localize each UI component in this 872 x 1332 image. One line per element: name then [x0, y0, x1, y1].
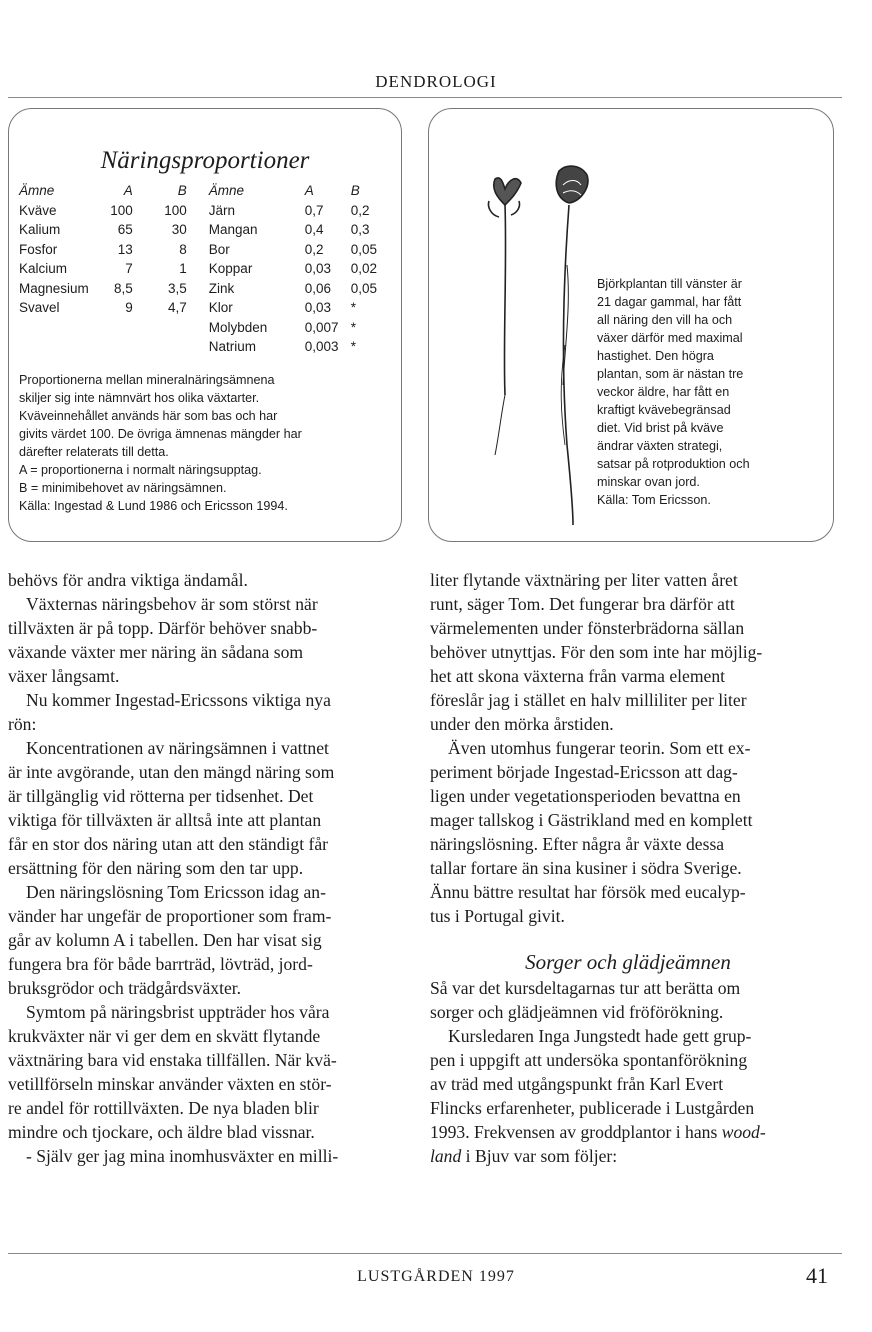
caption-line: veckor äldre, har fått en	[597, 385, 730, 399]
text-fragment: i Bjuv var som följer:	[461, 1146, 618, 1166]
text-line: tallar fortare än sina kusiner i södra Sverige.	[430, 858, 742, 878]
table-row	[19, 240, 391, 260]
col-header: B	[177, 183, 187, 199]
text-line: ersättning för den näring som den tar upp.	[8, 858, 304, 878]
table-cell: 8,5	[114, 280, 133, 296]
text-line: går av kolumn A i tabellen. Den har visat sig	[8, 930, 322, 950]
table-cell: Mangan	[208, 222, 258, 238]
col-header: A	[304, 183, 314, 199]
table-cell: 65	[117, 222, 133, 238]
table-cell: Bor	[208, 241, 230, 257]
table-cell: 0,02	[350, 261, 378, 277]
nutrient-table-box	[8, 108, 402, 542]
table-cell: 8	[179, 241, 187, 257]
table-cell	[133, 318, 187, 338]
italic-term: wood-	[721, 1122, 766, 1142]
table-cell: 3,5	[168, 280, 187, 296]
text-line: Flincks erfarenheter, publicerade i Lustgården	[430, 1098, 755, 1118]
table-cell: 0,007	[304, 319, 339, 335]
text-line: är inte avgörande, utan den mängd näring som	[8, 762, 335, 782]
table-row	[19, 298, 391, 318]
table-cell: 9	[125, 300, 133, 316]
text-line: pen i uppgift att undersöka spontanförökning	[430, 1050, 748, 1070]
text-line: re andel för rottillväxten. De nya bladen blir	[8, 1098, 319, 1118]
table-cell: Kalcium	[19, 261, 68, 277]
table-cell	[89, 318, 133, 338]
table-note	[19, 371, 389, 515]
table-cell	[19, 318, 89, 338]
caption-line: diet. Vid brist på kväve	[597, 421, 724, 435]
text-line: växande växter mer näring än sådana som	[8, 642, 304, 662]
note-line: givits värdet 100. De övriga ämnenas mängder har	[19, 427, 302, 441]
note-line: Proportionerna mellan mineralnäringsämnena	[19, 373, 275, 387]
table-cell: 13	[117, 241, 133, 257]
note-line: skiljer sig inte nämnvärt hos olika växtarter.	[19, 391, 260, 405]
right-text-column	[430, 568, 826, 1168]
table-cell: 7	[125, 261, 133, 277]
text-line: liter flytande växtnäring per liter vatten året	[430, 570, 738, 590]
table-row	[19, 220, 391, 240]
caption-line: kraftigt kvävebegränsad	[597, 403, 731, 417]
table-cell: 0,06	[304, 280, 332, 296]
table-cell: Natrium	[208, 339, 257, 355]
table-cell: 4,7	[168, 300, 187, 316]
birch-photo-box	[428, 108, 834, 542]
text-line: krukväxter när vi ger dem en skvätt flytande	[8, 1026, 321, 1046]
caption-line: hastighet. Den högra	[597, 349, 714, 363]
caption-line: plantan, som är nästan tre	[597, 367, 744, 381]
text-line: vetillförseln minskar använder växten en stör-	[8, 1074, 332, 1094]
nutrient-table	[19, 181, 391, 357]
footer-rule	[8, 1253, 842, 1254]
table-cell: Klor	[208, 300, 233, 316]
table-cell: Svavel	[19, 300, 60, 316]
caption-line: växer därför med maximal	[597, 331, 743, 345]
text-line: växer långsamt.	[8, 666, 120, 686]
note-line: Källa: Ingestad & Lund 1986 och Ericsson 1994.	[19, 499, 288, 513]
photo-caption	[597, 275, 823, 509]
text-line: bruksgrödor och trädgårdsväxter.	[8, 978, 242, 998]
text-line: runt, säger Tom. Det fungerar bra därför att	[430, 594, 735, 614]
journal-footer: LUSTGÅRDEN 1997	[357, 1268, 515, 1285]
text-line: ligen under vegetationsperioden bevattna en	[430, 786, 741, 806]
caption-line: satsar på rotproduktion och	[597, 457, 750, 471]
table-cell: 0,05	[350, 241, 378, 257]
table-cell: Molybden	[208, 319, 268, 335]
table-cell	[133, 337, 187, 357]
table-header-row	[19, 181, 391, 201]
text-line: tillväxten är på topp. Därför behöver snabb-	[8, 618, 318, 638]
text-line	[430, 1120, 826, 1144]
table-row	[19, 259, 391, 279]
table-cell: Magnesium	[19, 280, 89, 296]
table-cell	[19, 337, 89, 357]
text-line: Även utomhus fungerar teorin. Som ett ex-	[448, 738, 751, 758]
table-row	[19, 201, 391, 221]
text-line	[430, 1144, 826, 1168]
text-line: viktiga för tillväxten är alltså inte att plantan	[8, 810, 322, 830]
table-row	[19, 337, 391, 357]
table-cell: Kalium	[19, 222, 61, 238]
table-title: Näringsproportioner	[100, 147, 310, 174]
note-line: B = minimibehovet av näringsämnen.	[19, 481, 227, 495]
table-cell: 0,7	[304, 202, 324, 218]
note-line: Kväveinnehållet används här som bas och har	[19, 409, 278, 423]
table-cell: Kväve	[19, 202, 57, 218]
birch-seedlings-illustration	[477, 145, 597, 525]
caption-line: minskar ovan jord.	[597, 475, 700, 489]
table-cell: 0,03	[304, 261, 332, 277]
table-cell: *	[350, 339, 357, 355]
caption-line: 21 dagar gammal, har fått	[597, 295, 742, 309]
table-cell: 0,4	[304, 222, 324, 238]
table-cell: 100	[164, 202, 187, 218]
text-line: behöver utnyttjas. För den som inte har möjlig-	[430, 642, 763, 662]
text-line: Så var det kursdeltagarnas tur att berätta om	[430, 978, 741, 998]
table-cell: 0,2	[304, 241, 324, 257]
running-header: DENDROLOGI	[375, 72, 497, 91]
table-cell: *	[350, 300, 357, 316]
text-line: värmelementen under fönsterbrädorna sällan	[430, 618, 745, 638]
table-row	[19, 279, 391, 299]
table-cell: Zink	[208, 280, 235, 296]
col-header: B	[350, 183, 360, 199]
text-line: periment började Ingestad-Ericsson att dag-	[430, 762, 738, 782]
table-cell: 0,03	[304, 300, 332, 316]
col-header: Ämne	[19, 183, 55, 199]
left-text-column	[8, 568, 404, 1168]
col-header: A	[123, 183, 133, 199]
text-line: Den näringslösning Tom Ericsson idag an-	[26, 882, 326, 902]
text-line: het att skona växterna från varma element	[430, 666, 726, 686]
table-cell: 0,3	[350, 222, 370, 238]
text-line: Symtom på näringsbrist uppträder hos våra	[26, 1002, 330, 1022]
caption-line: ändrar växten strategi,	[597, 439, 723, 453]
text-line: Kursledaren Inga Jungstedt hade gett grup-	[448, 1026, 752, 1046]
table-cell: 0,05	[350, 280, 378, 296]
caption-line: all näring den vill ha och	[597, 313, 733, 327]
text-line: föreslår jag i stället en halv milliliter per liter	[430, 690, 747, 710]
text-line: Nu kommer Ingestad-Ericssons viktiga nya	[26, 690, 331, 710]
table-cell: Fosfor	[19, 241, 58, 257]
text-line: är tillgänglig vid rötterna per tidsenhet. Det	[8, 786, 314, 806]
text-line: - Själv ger jag mina inomhusväxter en milli-	[26, 1146, 339, 1166]
text-line: av träd med utgångspunkt från Karl Evert	[430, 1074, 724, 1094]
section-subheading: Sorger och glädjeämnen	[525, 950, 731, 974]
text-line: Ännu bättre resultat har försök med eucalyp-	[430, 882, 746, 902]
text-line: näringslösning. Efter några år växte dessa	[430, 834, 725, 854]
text-line: Växternas näringsbehov är som störst när	[26, 594, 318, 614]
table-cell: 0,2	[350, 202, 370, 218]
text-line: Koncentrationen av näringsämnen i vattnet	[26, 738, 329, 758]
table-cell: 100	[110, 202, 133, 218]
italic-term: land	[430, 1146, 462, 1166]
text-line: mindre och tjockare, och äldre blad vissnar.	[8, 1122, 315, 1142]
page-number: 41	[806, 1263, 828, 1288]
text-line: under den mörka årstiden.	[430, 714, 614, 734]
note-line: därefter relaterats till detta.	[19, 445, 169, 459]
text-fragment: 1993. Frekvensen av groddplantor i hans	[430, 1122, 722, 1142]
table-cell: 1	[179, 261, 187, 277]
table-cell: *	[350, 319, 357, 335]
table-row	[19, 318, 391, 338]
note-line: A = proportionerna i normalt näringsupptag.	[19, 463, 262, 477]
text-line: sorger och glädjeämnen vid fröförökning.	[430, 1002, 724, 1022]
table-cell	[89, 337, 133, 357]
header-rule	[8, 97, 842, 98]
text-line: tus i Portugal givit.	[430, 906, 565, 926]
table-cell: Koppar	[208, 261, 253, 277]
text-line: växtnäring bara vid enstaka tillfällen. När kvä-	[8, 1050, 337, 1070]
table-cell: Järn	[208, 202, 236, 218]
text-line: rön:	[8, 714, 37, 734]
text-line: vänder har ungefär de proportioner som fram-	[8, 906, 332, 926]
col-header: Ämne	[208, 183, 245, 199]
text-line: får en stor dos näring utan att den ständigt får	[8, 834, 329, 854]
text-line: mager tallskog i Gästrikland med en komplett	[430, 810, 753, 830]
table-cell: 30	[171, 222, 187, 238]
text-line: behövs för andra viktiga ändamål.	[8, 570, 248, 590]
caption-line: Källa: Tom Ericsson.	[597, 493, 711, 507]
caption-line: Björkplantan till vänster är	[597, 277, 742, 291]
text-line: fungera bra för både barrträd, lövträd, jord-	[8, 954, 313, 974]
table-cell: 0,003	[304, 339, 339, 355]
